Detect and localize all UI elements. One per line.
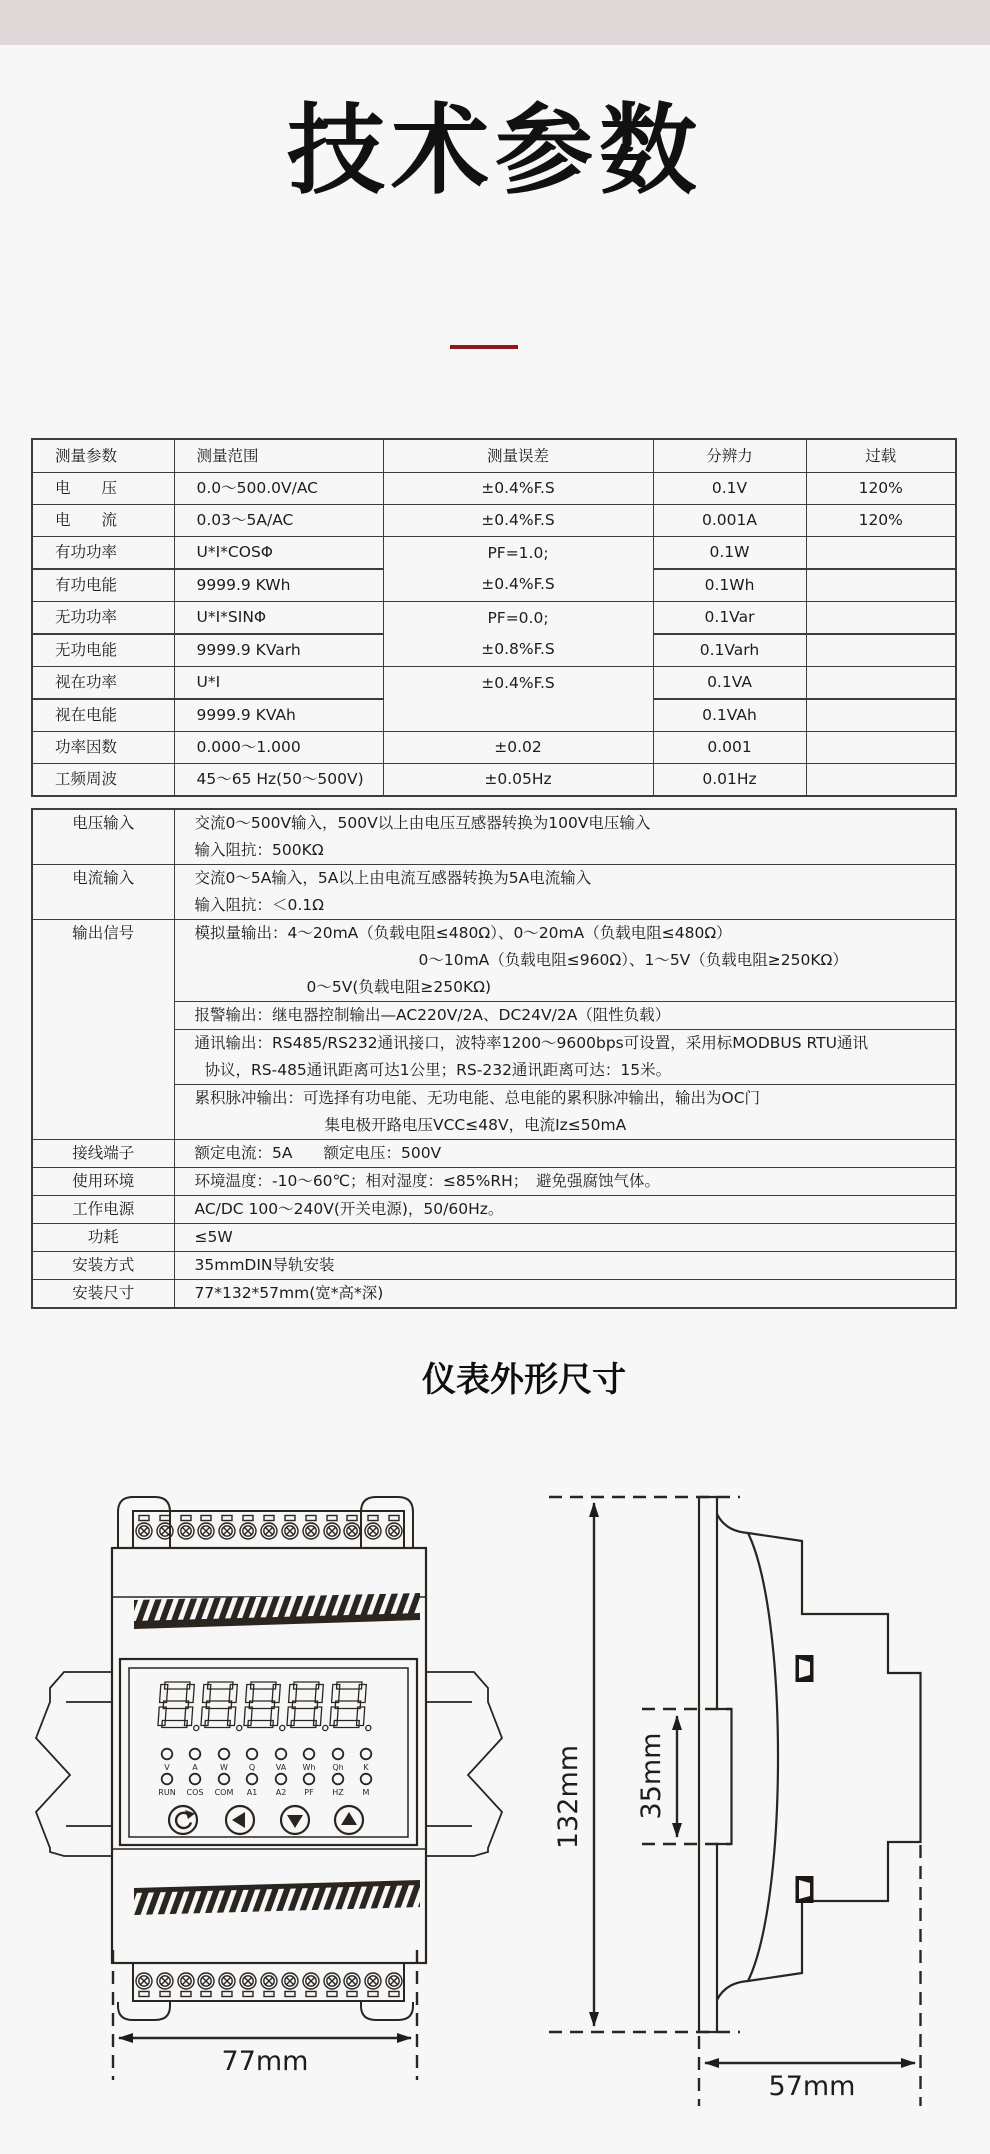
cell-error: ±0.4%F.S <box>481 674 555 692</box>
button-up <box>335 1806 363 1834</box>
depth-dim-label: 57mm <box>768 2071 856 2102</box>
cell-param: 无功电能 <box>32 634 174 667</box>
dimension-diagram <box>0 1430 990 2154</box>
row-label: 电压输入 <box>32 809 174 865</box>
col-header: 分辨力 <box>653 439 806 473</box>
cell-param: 工频周波 <box>32 764 174 797</box>
content-line: 报警输出：继电器控制输出—AC220V/2A、DC24V/2A（阻性负载） <box>194 1006 671 1024</box>
row-content <box>174 1140 956 1168</box>
cell-param: 视在功率 <box>32 667 174 700</box>
row-label: 功耗 <box>32 1224 174 1252</box>
side-case-curve <box>717 1514 778 2000</box>
cell-range: 0.03～5A/AC <box>174 505 383 537</box>
led-label: W <box>220 1763 228 1772</box>
construction-lines <box>549 1497 921 2106</box>
cell-overload: 120% <box>806 473 956 505</box>
cell-range: 9999.9 KWh <box>174 569 383 602</box>
cell-overload <box>806 537 956 570</box>
dimension-width <box>113 1950 417 2080</box>
table-row <box>32 809 956 865</box>
row-label: 安装尺寸 <box>32 1280 174 1309</box>
row-content <box>174 1280 956 1309</box>
table-row <box>32 667 956 700</box>
row-content-pulse <box>174 1085 956 1140</box>
row-content-comm <box>174 1030 956 1085</box>
cell-error-merged <box>383 602 653 667</box>
cell-param: 电 压 <box>32 473 174 505</box>
content-line: 集电极开路电压VCC≤48V，电流Iz≤50mA <box>324 1116 627 1134</box>
vent-strip-bottom <box>134 1880 420 1915</box>
content-line: ≤5W <box>194 1228 233 1246</box>
row-content <box>174 865 956 920</box>
table-row <box>32 1252 956 1280</box>
table-row <box>32 1168 956 1196</box>
cell-overload: 120% <box>806 505 956 537</box>
content-line: 额定电流：5A 额定电压：500V <box>194 1144 442 1162</box>
row-label: 输出信号 <box>32 920 174 1140</box>
cell-param: 无功功率 <box>32 602 174 635</box>
cell-range: U*I*COSΦ <box>174 537 383 570</box>
table-row <box>32 1280 956 1309</box>
content-line: 输入阻抗：500KΩ <box>194 841 324 859</box>
dimension-rail <box>636 1716 677 1837</box>
side-spine <box>699 1497 732 2032</box>
content-line: 通讯输出：RS485/RS232通讯接口，波特率1200～9600bps可设置，采用标MODBUS RTU通讯 <box>194 1034 868 1052</box>
cell-error: ±0.8%F.S <box>481 640 555 658</box>
mounting-ear <box>361 2002 413 2020</box>
cell-error: ±0.05Hz <box>383 764 653 797</box>
cell-res: 0.001 <box>653 732 806 764</box>
content-line: 交流0～5A输入，5A以上由电流互感器转换为5A电流输入 <box>194 869 592 887</box>
led-label: V <box>164 1763 170 1772</box>
content-line: AC/DC 100～240V(开关电源)，50/60Hz。 <box>194 1200 504 1218</box>
rail-clip <box>796 1876 814 1903</box>
row-content-analog <box>174 920 956 1002</box>
up-arrow-icon <box>341 1812 357 1825</box>
cell-overload <box>806 667 956 700</box>
cell-res: 0.1VAh <box>653 699 806 732</box>
button-left <box>226 1806 254 1834</box>
led-indicators <box>158 1749 371 1797</box>
table-row <box>32 1140 956 1168</box>
din-rail-break-left <box>36 1672 112 1856</box>
row-content <box>174 1168 956 1196</box>
content-line: 0～10mA（负载电阻≤960Ω）、1～5V（负载电阻≥250KΩ） <box>418 951 848 969</box>
col-header: 过载 <box>806 439 956 473</box>
rail-clip <box>796 1655 814 1682</box>
cell-res: 0.01Hz <box>653 764 806 797</box>
cell-range: 0.000～1.000 <box>174 732 383 764</box>
terminal-block-bottom <box>133 1963 404 2001</box>
cell-res: 0.1V <box>653 473 806 505</box>
dimension-height <box>553 1503 594 2026</box>
led-label: HZ <box>332 1788 344 1797</box>
content-line: 累积脉冲输出：可选择有功电能、无功电能、总电能的累积脉冲输出，输出为OC门 <box>194 1089 761 1107</box>
cycle-arrow-icon <box>176 1810 195 1828</box>
io-detail-table <box>31 808 957 1309</box>
cell-param: 电 流 <box>32 505 174 537</box>
content-line: 输入阻抗：＜0.1Ω <box>194 896 324 914</box>
cell-range: U*I*SINΦ <box>174 602 383 635</box>
cell-error <box>384 699 653 730</box>
led-label: Qh <box>332 1763 344 1772</box>
cell-res: 0.1W <box>653 537 806 570</box>
cell-param: 视在电能 <box>32 699 174 732</box>
top-banner <box>0 0 990 45</box>
row-content-alarm <box>174 1002 956 1030</box>
mounting-ear <box>361 1497 413 1548</box>
cell-overload <box>806 764 956 797</box>
led-label: COS <box>186 1788 204 1797</box>
cell-range: 9999.9 KVAh <box>174 699 383 732</box>
table-row <box>32 764 956 797</box>
side-view <box>549 1497 921 2106</box>
dimension-depth <box>705 2063 915 2102</box>
content-line: 35mmDIN导轨安装 <box>194 1256 335 1274</box>
din-rail-break-right <box>426 1672 502 1856</box>
cell-error: ±0.02 <box>383 732 653 764</box>
led-label: A1 <box>246 1788 258 1797</box>
front-view <box>36 1497 502 2080</box>
cell-param: 有功功率 <box>32 537 174 570</box>
cell-res: 0.1Wh <box>653 569 806 602</box>
cell-overload <box>806 634 956 667</box>
content-line: 环境温度：-10～60℃；相对湿度：≤85%RH； 避免强腐蚀气体。 <box>194 1172 661 1190</box>
mounting-ear <box>118 2002 170 2020</box>
rail-dim-label: 35mm <box>636 1732 667 1820</box>
title-divider <box>450 345 518 349</box>
led-label: A2 <box>275 1788 287 1797</box>
cell-res: 0.1Varh <box>653 634 806 667</box>
button-enter <box>169 1806 197 1834</box>
cell-res: 0.1Var <box>653 602 806 635</box>
row-content <box>174 1224 956 1252</box>
cell-res: 0.1VA <box>653 667 806 700</box>
cell-error-merged <box>383 537 653 602</box>
led-label: VA <box>275 1763 287 1772</box>
cell-error: ±0.4%F.S <box>383 505 653 537</box>
section-title: 仪表外形尺寸 <box>422 1360 626 1400</box>
cell-error: PF=0.0; <box>487 609 549 627</box>
table-row <box>32 505 956 537</box>
vent-strip-top <box>134 1593 420 1629</box>
row-content <box>174 1196 956 1224</box>
cell-error: ±0.4%F.S <box>383 473 653 505</box>
led-label: RUN <box>158 1788 176 1797</box>
led-label: M <box>362 1788 370 1797</box>
cell-range: 9999.9 KVarh <box>174 634 383 667</box>
content-line: 交流0～500V输入，500V以上由电压互感器转换为100V电压输入 <box>194 814 651 832</box>
button-down <box>281 1806 309 1834</box>
col-header: 测量误差 <box>383 439 653 473</box>
content-line: 模拟量输出：4～20mA（负载电阻≤480Ω）、0～20mA（负载电阻≤480Ω） <box>194 924 732 942</box>
col-header: 测量参数 <box>32 439 174 473</box>
cell-range: 0.0～500.0V/AC <box>174 473 383 505</box>
led-label: Wh <box>302 1763 316 1772</box>
seven-segment-display <box>158 1682 374 1731</box>
table-row <box>32 537 956 570</box>
cell-error: ±0.4%F.S <box>481 575 555 593</box>
terminal-block-top <box>133 1511 404 1548</box>
row-content <box>174 809 956 865</box>
led-label: Q <box>248 1763 256 1772</box>
height-dim-label: 132mm <box>553 1744 584 1850</box>
led-label: COM <box>214 1788 234 1797</box>
cell-error: PF=1.0; <box>487 544 549 562</box>
led-label: K <box>363 1763 369 1772</box>
led-label: A <box>192 1763 198 1772</box>
width-dim-label: 77mm <box>221 2046 309 2077</box>
side-step-outline <box>748 1533 921 1981</box>
cell-overload <box>806 732 956 764</box>
table-row <box>32 602 956 635</box>
left-arrow-icon <box>232 1812 245 1828</box>
cell-range: 45～65 Hz(50～500V) <box>174 764 383 797</box>
row-label: 接线端子 <box>32 1140 174 1168</box>
content-line: 协议，RS-485通讯距离可达1公里；RS-232通讯距离可达：15米。 <box>204 1061 672 1079</box>
row-label: 安装方式 <box>32 1252 174 1280</box>
measurement-spec-table <box>31 438 957 797</box>
row-label: 电流输入 <box>32 865 174 920</box>
cell-overload <box>806 569 956 602</box>
table-row <box>32 920 956 1002</box>
table-row <box>32 865 956 920</box>
page-title: 技术参数 <box>286 94 703 208</box>
table-header-row <box>32 439 956 473</box>
cell-range: U*I <box>174 667 383 700</box>
cell-overload <box>806 699 956 732</box>
cell-overload <box>806 602 956 635</box>
table-row <box>32 1196 956 1224</box>
content-line: 0～5V(负载电阻≥250KΩ) <box>306 978 492 996</box>
content-line: 77*132*57mm(宽*高*深) <box>194 1284 384 1302</box>
row-label: 工作电源 <box>32 1196 174 1224</box>
row-content <box>174 1252 956 1280</box>
cell-param: 功率因数 <box>32 732 174 764</box>
body-division-lines <box>112 1597 426 1849</box>
table-row <box>32 1224 956 1252</box>
cell-param: 有功电能 <box>32 569 174 602</box>
table-row <box>32 732 956 764</box>
col-header: 测量范围 <box>174 439 383 473</box>
down-arrow-icon <box>287 1815 303 1828</box>
cell-error-merged <box>383 667 653 732</box>
row-label: 使用环境 <box>32 1168 174 1196</box>
table-row <box>32 473 956 505</box>
led-label: PF <box>304 1788 314 1797</box>
cell-res: 0.001A <box>653 505 806 537</box>
